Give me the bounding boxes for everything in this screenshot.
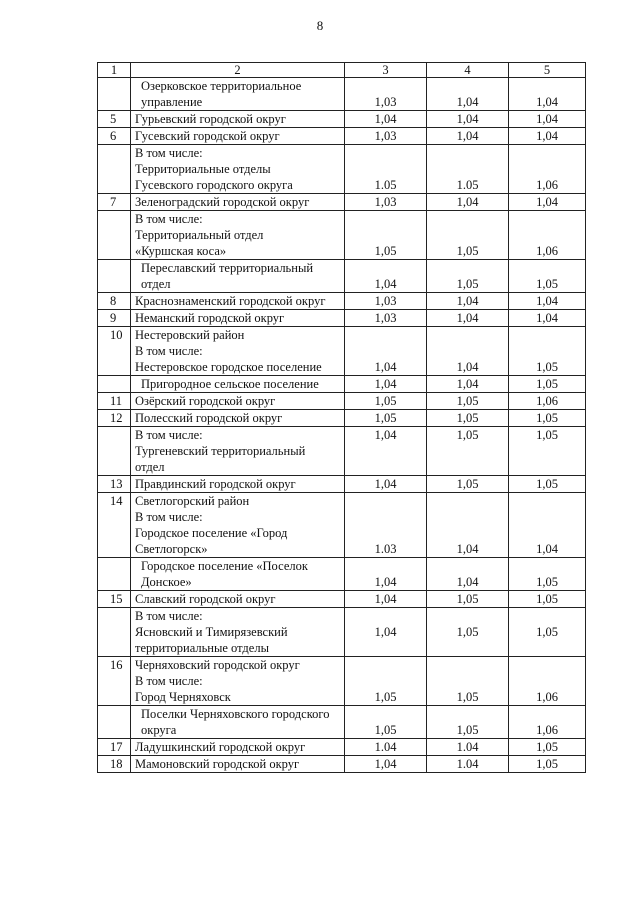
table-row [98,393,586,410]
value-cell-col3: 1,03 [345,78,427,111]
value-cell-col5: 1,05 [509,591,586,608]
value-cell-col3: 1,05 [345,706,427,739]
value-cell-col3: 1,04 [345,591,427,608]
header-cell-1: 1 [98,63,131,78]
value-cell-col5: 1,06 [509,706,586,739]
value-cell-col4: 1,04 [427,128,509,145]
table-row [98,128,586,145]
row-number-cell: 6 [98,128,131,145]
value-cell-col3: 1,04 [345,756,427,773]
territory-name-cell: Черняховский городской округ В том числе: Город Черняховск [131,657,345,706]
value-cell-col3: 1,05 [345,211,427,260]
value-cell-col5: 1,05 [509,756,586,773]
table-row [98,293,586,310]
row-number-cell [98,145,131,194]
value-cell-col4: 1,04 [427,194,509,211]
table-row [98,493,586,558]
value-cell-col3: 1,04 [345,476,427,493]
value-cell-col4: 1,05 [427,608,509,657]
value-cell-col4: 1,05 [427,410,509,427]
value-cell-col4: 1,04 [427,111,509,128]
table-row [98,608,586,657]
table-row [98,376,586,393]
value-cell-col5: 1,06 [509,211,586,260]
value-cell-col4: 1,05 [427,706,509,739]
header-cell-2: 2 [131,63,345,78]
value-cell-col5: 1,05 [509,260,586,293]
row-number-cell [98,427,131,476]
row-number-cell: 14 [98,493,131,558]
value-cell-col5: 1,06 [509,393,586,410]
row-number-cell [98,706,131,739]
territory-name-cell: Мамоновский городской округ [131,756,345,773]
row-number-cell: 18 [98,756,131,773]
value-cell-col5: 1,04 [509,293,586,310]
value-cell-col3: 1,03 [345,310,427,327]
table-row [98,427,586,476]
header-cell-4: 4 [427,63,509,78]
table-row [98,476,586,493]
value-cell-col5: 1,04 [509,78,586,111]
value-cell-col5: 1,05 [509,608,586,657]
value-cell-col4: 1.05 [427,145,509,194]
row-number-cell [98,260,131,293]
value-cell-col5: 1,06 [509,145,586,194]
value-cell-col3: 1,03 [345,128,427,145]
row-number-cell: 17 [98,739,131,756]
table-row [98,739,586,756]
value-cell-col3: 1,04 [345,260,427,293]
value-cell-col3: 1,05 [345,393,427,410]
territory-name-cell: Гусевский городской округ [131,128,345,145]
table-row [98,706,586,739]
territory-name-cell: Переславский территориальный отдел [131,260,345,293]
table-row [98,410,586,427]
row-number-cell: 13 [98,476,131,493]
table-row [98,260,586,293]
territory-name-cell: Светлогорский район В том числе: Городское поселение «Город Светлогорск» [131,493,345,558]
value-cell-col3: 1,04 [345,327,427,376]
row-number-cell [98,376,131,393]
value-cell-col5: 1,04 [509,111,586,128]
row-number-cell: 8 [98,293,131,310]
value-cell-col4: 1,05 [427,476,509,493]
value-cell-col4: 1,04 [427,327,509,376]
territory-name-cell: Правдинский городской округ [131,476,345,493]
territory-name-cell: Ладушкинский городской округ [131,739,345,756]
value-cell-col5: 1,04 [509,310,586,327]
row-number-cell: 15 [98,591,131,608]
territory-name-cell: Славский городской округ [131,591,345,608]
value-cell-col4: 1,04 [427,78,509,111]
value-cell-col3: 1.03 [345,493,427,558]
value-cell-col3: 1,04 [345,427,427,476]
value-cell-col4: 1,05 [427,211,509,260]
territory-name-cell: Озёрский городской округ [131,393,345,410]
value-cell-col3: 1,04 [345,376,427,393]
row-number-cell: 5 [98,111,131,128]
value-cell-col3: 1,04 [345,608,427,657]
territory-name-cell: Городское поселение «Поселок Донское» [131,558,345,591]
value-cell-col3: 1,04 [345,111,427,128]
value-cell-col3: 1,03 [345,293,427,310]
table-row [98,211,586,260]
territory-name-cell: Нестеровский район В том числе: Нестеровское городское поселение [131,327,345,376]
territory-name-cell: В том числе: Тургеневский территориальный отдел [131,427,345,476]
territory-name-cell: Полесский городской округ [131,410,345,427]
table-row [98,78,586,111]
table-row [98,591,586,608]
row-number-cell: 11 [98,393,131,410]
value-cell-col4: 1,05 [427,591,509,608]
value-cell-col4: 1,05 [427,657,509,706]
value-cell-col5: 1,05 [509,376,586,393]
value-cell-col3: 1,05 [345,657,427,706]
row-number-cell [98,608,131,657]
row-number-cell: 16 [98,657,131,706]
value-cell-col4: 1.04 [427,739,509,756]
table-row [98,145,586,194]
header-cell-3: 3 [345,63,427,78]
table-row [98,111,586,128]
header-cell-5: 5 [509,63,586,78]
value-cell-col5: 1,05 [509,739,586,756]
territory-name-cell: Зеленоградский городской округ [131,194,345,211]
page-number: 8 [316,18,324,33]
table-row [98,657,586,706]
value-cell-col3: 1,03 [345,194,427,211]
value-cell-col3: 1,04 [345,558,427,591]
row-number-cell: 12 [98,410,131,427]
territory-name-cell: В том числе: Территориальный отдел «Куршская коса» [131,211,345,260]
territory-name-cell: Гурьевский городской округ [131,111,345,128]
row-number-cell: 7 [98,194,131,211]
value-cell-col4: 1,05 [427,260,509,293]
value-cell-col4: 1.04 [427,756,509,773]
table-header-row [98,63,586,78]
table-row [98,310,586,327]
table-row [98,327,586,376]
territory-name-cell: Поселки Черняховского городского округа [131,706,345,739]
value-cell-col4: 1,04 [427,376,509,393]
coefficients-table [97,62,586,773]
table-row [98,558,586,591]
territory-name-cell: В том числе: Территориальные отделы Гусевского городского округа [131,145,345,194]
territory-name-cell: Озерковское территориальное управление [131,78,345,111]
value-cell-col5: 1,05 [509,476,586,493]
row-number-cell [98,558,131,591]
row-number-cell [98,211,131,260]
value-cell-col3: 1,05 [345,410,427,427]
territory-name-cell: Неманский городской округ [131,310,345,327]
value-cell-col5: 1,04 [509,493,586,558]
value-cell-col5: 1,06 [509,657,586,706]
row-number-cell: 9 [98,310,131,327]
table-row [98,194,586,211]
value-cell-col5: 1,05 [509,427,586,476]
value-cell-col4: 1,05 [427,393,509,410]
value-cell-col4: 1,04 [427,310,509,327]
value-cell-col5: 1,05 [509,327,586,376]
value-cell-col3: 1.05 [345,145,427,194]
row-number-cell [98,78,131,111]
row-number-cell: 10 [98,327,131,376]
value-cell-col4: 1,04 [427,493,509,558]
value-cell-col5: 1,04 [509,128,586,145]
table-body [98,63,586,773]
value-cell-col4: 1,04 [427,558,509,591]
value-cell-col4: 1,04 [427,293,509,310]
value-cell-col3: 1.04 [345,739,427,756]
territory-name-cell: Краснознаменский городской округ [131,293,345,310]
value-cell-col5: 1,05 [509,410,586,427]
value-cell-col5: 1,05 [509,558,586,591]
territory-name-cell: Пригородное сельское поселение [131,376,345,393]
table-row [98,756,586,773]
value-cell-col4: 1,05 [427,427,509,476]
territory-name-cell: В том числе: Ясновский и Тимирязевский территориальные отделы [131,608,345,657]
value-cell-col5: 1,04 [509,194,586,211]
